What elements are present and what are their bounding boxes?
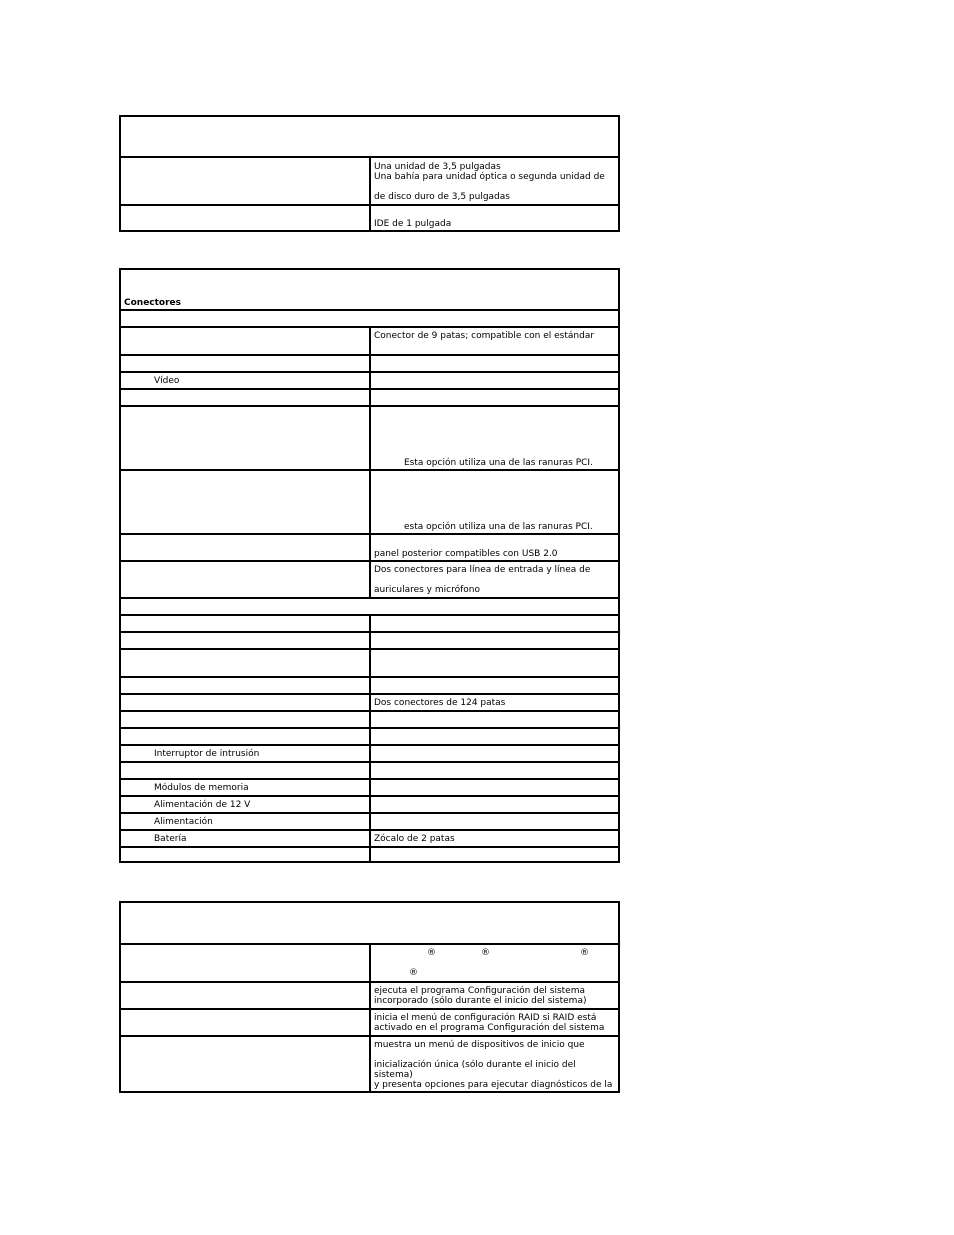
connectors-row-video (121, 371, 618, 388)
drives-bays-line-1: Una unidad de 3,5 pulgadas (374, 162, 501, 172)
boot-line-1: muestra un menú de dispositivos de inicio que (374, 1040, 585, 1050)
setup-key-label (121, 983, 371, 1008)
registered-mark-2: ® (481, 948, 490, 958)
setup-line-1: ejecuta el programa Configuración del sistema (374, 986, 585, 996)
blank-value (371, 729, 618, 744)
blank-value (371, 763, 618, 778)
connectors-row-blank-6 (121, 676, 618, 693)
audio-line-1: Dos conectores para línea de entrada y línea de (374, 565, 591, 575)
connectors-row-blank-8 (121, 727, 618, 744)
drives-header-cell (121, 117, 618, 156)
connectors-row-blank-7 (121, 710, 618, 727)
blank-label (121, 650, 371, 676)
option-1-label (121, 407, 371, 469)
blank-label (121, 633, 371, 648)
blank-value (371, 390, 618, 405)
power-label: Alimentación (121, 814, 371, 829)
intrusion-label: Interruptor de intrusión (121, 746, 371, 761)
blank-label (121, 356, 371, 371)
option-1-note: Esta opción utiliza una de las ranuras PCI. (404, 458, 593, 468)
keys-registered-label (121, 945, 371, 981)
memory-modules-label: Módulos de memoria (121, 780, 371, 795)
serial-label (121, 328, 371, 354)
blank-label (121, 616, 371, 631)
connectors-row-blank-10 (121, 846, 618, 861)
registered-mark-3: ® (580, 948, 589, 958)
connectors-header: Conectores (124, 298, 182, 308)
usb-label (121, 535, 371, 560)
battery-label: Batería (121, 831, 371, 846)
connectors-subheader-row-2 (121, 597, 618, 614)
connectors-row-memory-modules (121, 778, 618, 795)
boot-line-2: inicialización única (sólo durante el inicio del sistema) (374, 1060, 576, 1080)
connectors-row-option-2 (121, 469, 618, 533)
drives-table (119, 115, 620, 232)
memory-conn-value: Dos conectores de 124 patas (374, 697, 506, 708)
connectors-subheader-cell (121, 311, 618, 326)
connectors-row-blank-5 (121, 648, 618, 676)
registered-mark-4: ® (409, 968, 418, 978)
audio-label (121, 562, 371, 597)
registered-mark-1: ® (427, 948, 436, 958)
blank-label (121, 712, 371, 727)
power12-label: Alimentación de 12 V (121, 797, 371, 812)
usb-value: panel posterior compatibles con USB 2.0 (374, 549, 558, 559)
raid-key-value (371, 1010, 618, 1035)
audio-line-2: auriculares y micrófono (374, 585, 480, 595)
connectors-row-power (121, 812, 618, 829)
connectors-row-battery (121, 829, 618, 846)
memory-conn-label (121, 695, 371, 710)
setup-key-value (371, 983, 618, 1008)
setup-line-2: incorporado (sólo durante el inicio del sistema) (374, 996, 587, 1006)
blank-value (371, 848, 618, 861)
drives-bays-line-3: de disco duro de 3,5 pulgadas (374, 192, 510, 202)
drives-row-ide (121, 204, 618, 230)
serial-value: Conector de 9 patas; compatible con el estándar (374, 331, 595, 341)
blank-value (371, 616, 618, 631)
raid-line-2: activado en el programa Configuración del sistema (374, 1023, 605, 1033)
connectors-row-blank-9 (121, 761, 618, 778)
drives-bays-value (371, 158, 618, 204)
keys-row-registered (121, 943, 618, 981)
blank-label (121, 848, 371, 861)
blank-value (371, 650, 618, 676)
drives-ide-value: IDE de 1 pulgada (374, 219, 452, 229)
video-label: Vídeo (121, 373, 371, 388)
boot-key-value (371, 1037, 618, 1091)
connectors-header-row (121, 270, 618, 309)
connectors-row-intrusion (121, 744, 618, 761)
blank-label (121, 678, 371, 693)
connectors-row-power12 (121, 795, 618, 812)
connectors-table (119, 268, 620, 863)
option-2-label (121, 471, 371, 533)
memory-modules-value (371, 780, 618, 795)
blank-value (371, 678, 618, 693)
keys-row-raid (121, 1008, 618, 1035)
keys-row-boot (121, 1035, 618, 1091)
raid-line-1: inicia el menú de configuración RAID si RAID está (374, 1013, 597, 1023)
drives-ide-label (121, 206, 371, 230)
video-value (371, 373, 618, 388)
drives-bays-label (121, 158, 371, 204)
connectors-row-audio (121, 560, 618, 597)
connectors-row-blank-1 (121, 354, 618, 371)
keys-header-cell (121, 903, 618, 943)
keys-header-row (121, 903, 618, 943)
option-2-note: esta opción utiliza una de las ranuras PCI. (404, 522, 593, 532)
boot-line-3: y presenta opciones para ejecutar diagnósticos de la (374, 1080, 613, 1090)
raid-key-label (121, 1010, 371, 1035)
connectors-row-option-1 (121, 405, 618, 469)
keys-row-setup (121, 981, 618, 1008)
audio-value (371, 562, 618, 597)
connectors-row-usb (121, 533, 618, 560)
connectors-subheader-row (121, 309, 618, 326)
connectors-subheader-cell-2 (121, 599, 618, 614)
keys-registered-value (371, 945, 618, 981)
intrusion-value (371, 746, 618, 761)
power12-value (371, 797, 618, 812)
blank-value (371, 356, 618, 371)
battery-value: Zócalo de 2 patas (374, 833, 455, 844)
power-value (371, 814, 618, 829)
drives-header-row (121, 117, 618, 156)
keys-table (119, 901, 620, 1093)
blank-value (371, 633, 618, 648)
connectors-row-memory (121, 693, 618, 710)
blank-label (121, 390, 371, 405)
drives-row-bays (121, 156, 618, 204)
blank-label (121, 763, 371, 778)
connectors-row-blank-4 (121, 631, 618, 648)
drives-bays-line-2: Una bahía para unidad óptica o segunda unidad de (374, 172, 605, 182)
connectors-row-blank-2 (121, 388, 618, 405)
blank-value (371, 712, 618, 727)
connectors-row-serial (121, 326, 618, 354)
boot-key-label (121, 1037, 371, 1091)
connectors-row-blank-3 (121, 614, 618, 631)
blank-label (121, 729, 371, 744)
